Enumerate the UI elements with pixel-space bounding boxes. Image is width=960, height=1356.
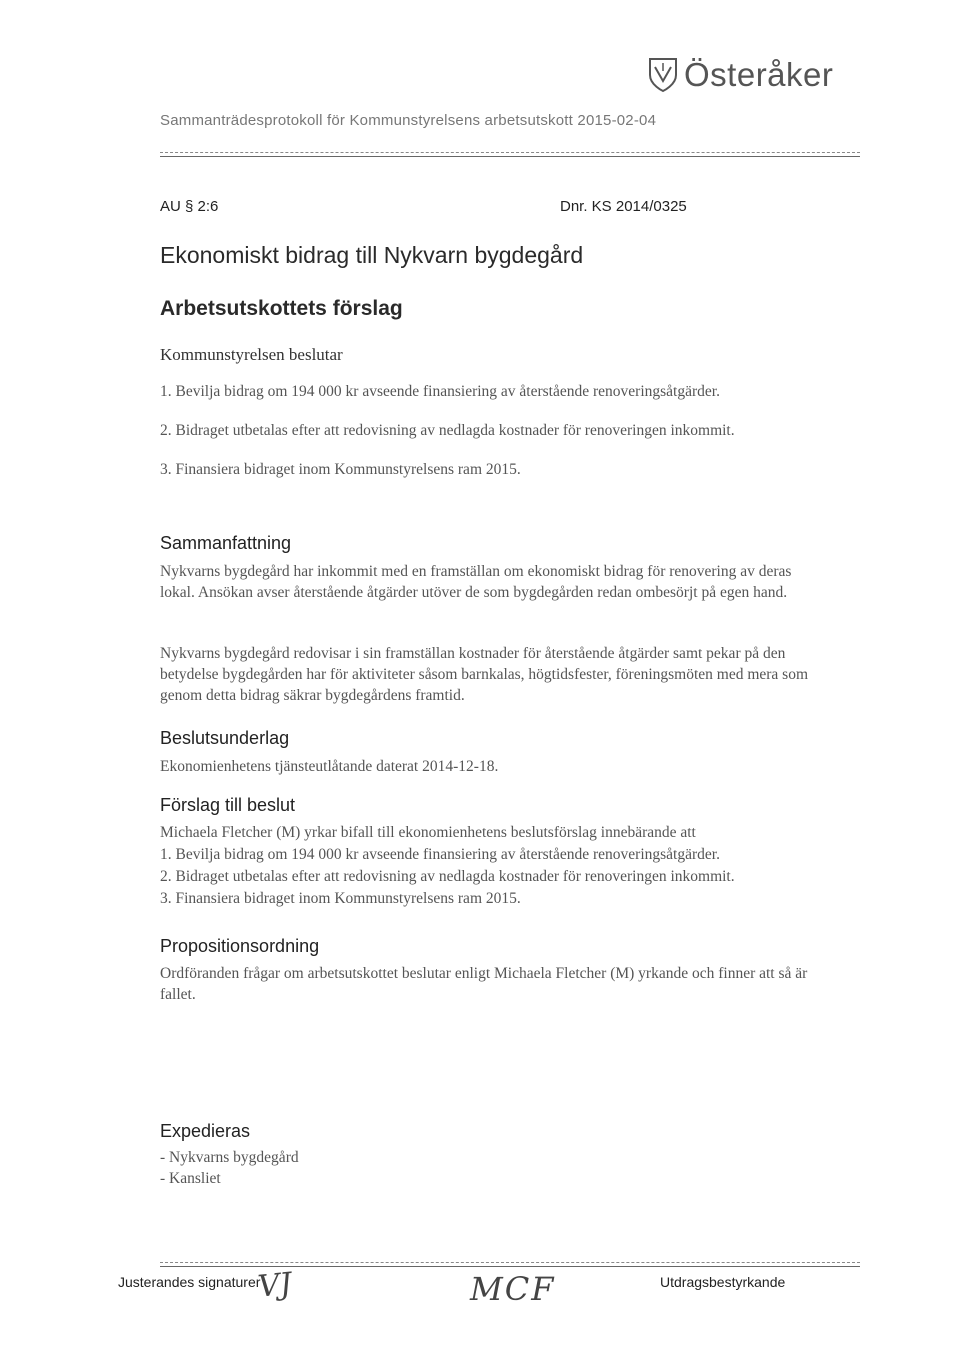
signatures-label: Justerandes signaturer (118, 1274, 261, 1290)
footer-rule-dashed (160, 1262, 860, 1263)
proposal-item-1: 1. Bevilja bidrag om 194 000 kr avseende finansiering av återstående renoveringsåtgärder. (160, 383, 720, 400)
proposal-item-2: 2. Bidraget utbetalas efter att redovisning av nedlagda kostnader för renoveringen inkommit. (160, 422, 735, 439)
protocol-header: Sammanträdesprotokoll för Kommunstyrelsens arbetsutskott 2015-02-04 (160, 112, 657, 129)
footer-rule (160, 1266, 860, 1267)
excerpt-label: Utdragsbestyrkande (660, 1274, 786, 1290)
section-number: AU § 2:6 (160, 198, 219, 215)
decision-proposal-heading: Förslag till beslut (160, 795, 296, 815)
propositions-heading: Propositionsordning (160, 936, 320, 956)
header-rule-dashed (160, 152, 860, 153)
municipal-shield-icon (648, 57, 678, 93)
decision-line-2: 1. Bevilja bidrag om 194 000 kr avseende finansiering av återstående renoveringsåtgärder. (160, 846, 720, 863)
signature-2: MCF (470, 1270, 556, 1308)
proposal-intro: Kommunstyrelsen beslutar (160, 345, 343, 364)
propositions-text: Ordföranden frågar om arbetsutskottet beslutar enligt Michaela Fletcher (M) yrkande och finner att så är fallet. (160, 965, 808, 1003)
summary-paragraph-1: Nykvarns bygdegård har inkommit med en framställan om ekonomiskt bidrag för renovering av deras lokal. Ansökan avser återstående åtgärder utöver de som bygdegården redan ombesörjt på egen hand. (160, 563, 792, 601)
decision-line-1: Michaela Fletcher (M) yrkar bifall till ekonomienhetens beslutsförslag innebärande att (160, 824, 696, 841)
decision-line-4: 3. Finansiera bidraget inom Kommunstyrelsens ram 2015. (160, 890, 521, 907)
logo (648, 56, 833, 94)
summary-paragraph-2: Nykvarns bygdegård redovisar i sin framställan kostnader för återstående åtgärder samt pekar på den betydelse bygdegården har för aktiviteter såsom barnkalas, högtidsfester, föreningsmöten med mera som genom detta bidrag säkrar bygdegårdens framtid. (160, 645, 809, 704)
logo-text: Österåker (684, 56, 834, 93)
dispatch-item: - Kansliet (160, 1170, 221, 1187)
proposal-heading: Arbetsutskottets förslag (160, 297, 403, 320)
proposal-item-3: 3. Finansiera bidraget inom Kommunstyrelsens ram 2015. (160, 461, 521, 478)
signature-1: VJ (256, 1266, 294, 1305)
basis-heading: Beslutsunderlag (160, 728, 290, 748)
summary-heading: Sammanfattning (160, 533, 292, 553)
page-title: Ekonomiskt bidrag till Nykvarn bygdegård (160, 242, 584, 268)
decision-line-3: 2. Bidraget utbetalas efter att redovisning av nedlagda kostnader för renoveringen inkommit. (160, 868, 735, 885)
header-rule (160, 156, 860, 157)
dispatch-heading: Expedieras (160, 1121, 251, 1141)
dnr: Dnr. KS 2014/0325 (560, 198, 687, 215)
basis-text: Ekonomienhetens tjänsteutlåtande daterat 2014-12-18. (160, 758, 499, 775)
dispatch-item: - Nykvarns bygdegård (160, 1149, 299, 1166)
